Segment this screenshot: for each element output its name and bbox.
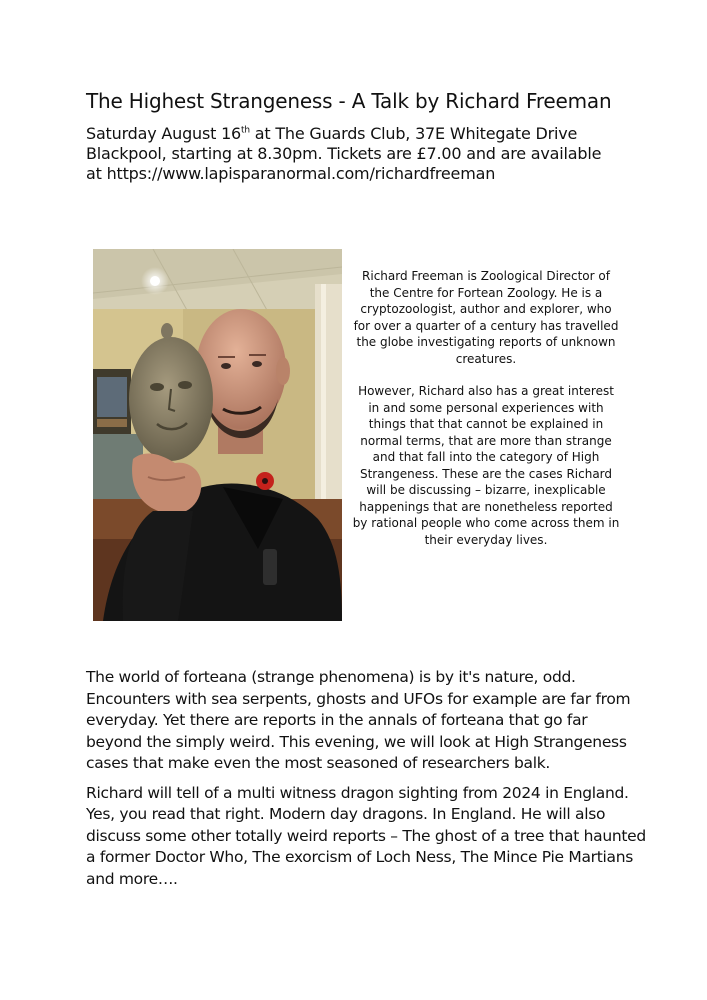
event-details [86, 124, 686, 184]
talk-description [86, 667, 646, 898]
bio-paragraph: Richard Freeman is Zoological Director of the Centre for Fortean Zoology. He is a cryptozoologist, author and explorer, who for over a quarter of a century has travelled the globe investigating reports of unknown creatures. [353, 269, 619, 366]
event-ticket-url: at https://www.lapisparanormal.com/richardfreeman [86, 164, 496, 183]
speaker-bio [352, 268, 620, 564]
speaker-photo [93, 249, 342, 621]
description-paragraph: The world of forteana (strange phenomena) is by it's nature, odd. Encounters with sea serpents, ghosts and UFOs for example are far from everyday. Yet there are reports in the annals of forteana that go far beyond the simply weird. This evening, we will look at High Strangeness cases that make even the most seasoned of researchers balk. [86, 668, 631, 772]
page-title: The Highest Strangeness - A Talk by Richard Freeman [86, 89, 612, 113]
event-venue: at The Guards Club, 37E Whitegate Drive [249, 124, 578, 143]
bio-paragraph: However, Richard also has a great interest in and some personal experiences with things that that cannot be explained in normal terms, that are more than strange and that fall into the category of High Strangeness. These are the cases Richard will be discussing – bizarre, inexplicable happenings that are nonetheless reported by rational people who come across them in their everyday lives. [352, 384, 620, 547]
date-ordinal-suffix: th [241, 125, 250, 136]
description-paragraph: Richard will tell of a multi witness dragon sighting from 2024 in England. Yes, you read that right. Modern day dragons. In England. He will also discuss some other totally weird reports – The ghost of a tree that haunted a former Doctor Who, The exorcism of Loch Ness, The Mince Pie Martians and more…. [86, 783, 646, 888]
event-date: Saturday August 16 [86, 124, 242, 143]
event-time-and-price: Blackpool, starting at 8.30pm. Tickets are £7.00 and are available [86, 144, 602, 163]
